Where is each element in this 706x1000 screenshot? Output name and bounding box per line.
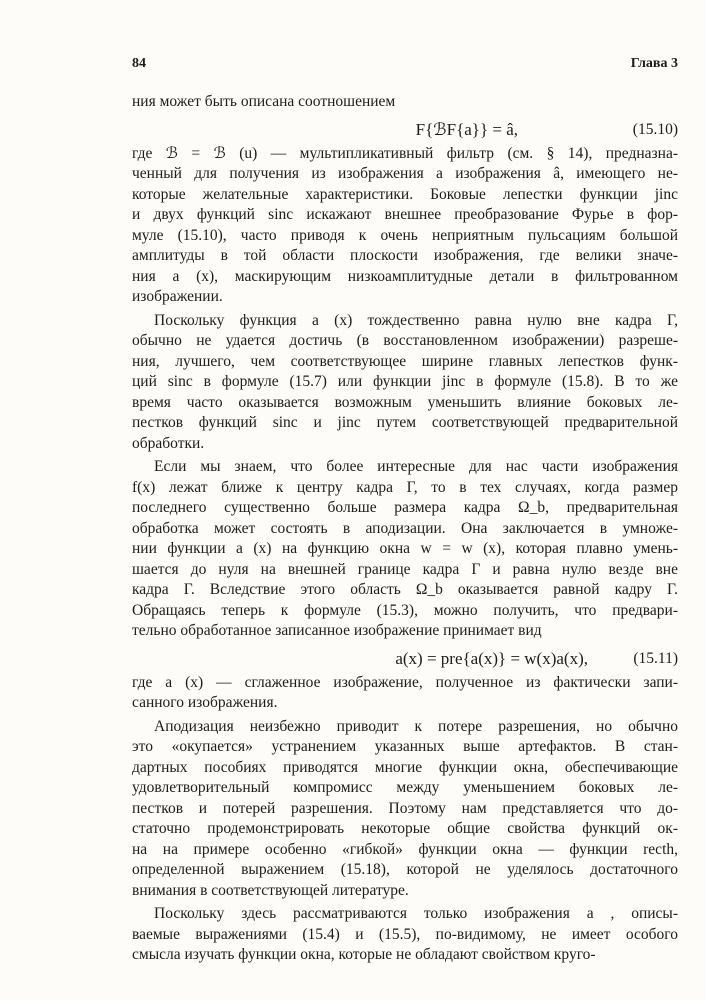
- text-line: Если мы знаем, что более интересные для нас части изображения: [154, 458, 678, 475]
- text-line: удовлетворительный компромисс между уменьшением боковых ле-: [132, 779, 678, 796]
- text-line: это «окупается» устранением указанных выше артефактов. В стан-: [132, 738, 678, 755]
- page-number: 84: [132, 56, 146, 71]
- text-line: нии функции a (x) на функцию окна w = w (x), которая плавно умень-: [132, 540, 678, 557]
- text-line: пестков и потерей разрешения. Поэтому нам представляется что до-: [132, 799, 678, 817]
- equation-number: (15.11): [633, 649, 678, 667]
- body-text: [132, 92, 678, 969]
- text-line: внимания в соответствующей литературе.: [132, 881, 409, 899]
- text-line: обработка может состоять в аподизации. Она заключается в умноже-: [132, 519, 678, 537]
- text-line: последнего существенно больше размера кадра Ω_b, предварительная: [132, 499, 678, 516]
- paragraph: [132, 904, 678, 966]
- paragraph: [132, 457, 678, 642]
- text-line: ченный для получения из изображения a изображения â, имеющего не-: [132, 165, 678, 182]
- text-line: Обращаясь теперь к формуле (15.3), можно получить, что предвари-: [132, 601, 678, 619]
- paragraph: [132, 144, 678, 308]
- text-line: шается до нуля на внешней границе кадра Γ и равна нулю везде вне: [132, 560, 678, 578]
- running-header: [132, 56, 678, 76]
- text-line: Аподизация неизбежно приводит к потере разрешения, но обычно: [154, 717, 678, 735]
- text-line: на на примере особенно «гибкой» функции окна — функции recth,: [132, 840, 678, 858]
- text-line: обработки.: [132, 434, 205, 452]
- text-line: которые желательные характеристики. Боковые лепестки функции jinc: [132, 185, 678, 203]
- text-line: где ℬ = ℬ (u) — мультипликативный фильтр (см. § 14), предназна-: [132, 144, 678, 162]
- paragraph: [132, 673, 678, 714]
- text-line: где a (x) — сглаженное изображение, полученное из фактически запи-: [132, 673, 678, 691]
- text-line: амплитуды в той области плоскости изображения, где велики значе-: [132, 247, 678, 264]
- text-line: Поскольку функция a (x) тождественно равна нулю вне кадра Γ,: [154, 311, 678, 329]
- text-line: статочно продемонстрировать некоторые общие свойства функций ок-: [132, 820, 678, 837]
- equation: a(x) = pre{a(x)} = w(x)a(x),: [395, 648, 588, 668]
- text-line: пестков функций sinc и jinc путем соответствующей предварительной: [132, 414, 678, 431]
- chapter-label: Глава 3: [630, 56, 678, 71]
- paragraph: [132, 717, 678, 902]
- text-line: определенной выражением (15.18), которой не уделялось достаточного: [132, 861, 678, 878]
- text-line: санного изображения.: [132, 694, 278, 711]
- paragraph: [132, 92, 678, 113]
- text-line: муле (15.10), часто приводя к очень неприятным пульсациям большой: [132, 226, 678, 244]
- text-line: Поскольку здесь рассматриваются только изображения a , описы-: [154, 905, 678, 922]
- equation-number: (15.10): [632, 120, 678, 138]
- text-line: ния a (x), маскирующим низкоамплитудные детали в фильтрованном: [132, 267, 678, 285]
- text-line: ния, лучшего, чем соответствующее ширине главных лепестков функ-: [132, 352, 678, 370]
- text-line: и двух функций sinc искажают внешнее преобразование Фурье в фор-: [132, 206, 678, 223]
- text-line: ций sinc в формуле (15.7) или функции jinc в формуле (15.8). В то же: [132, 373, 678, 390]
- text-line: смысла изучать функции окна, которые не обладают свойством круго-: [132, 946, 596, 963]
- text-line: f(x) лежат ближе к центру кадра Γ, то в тех случаях, когда размер: [132, 478, 678, 496]
- text-line: изображении.: [132, 288, 223, 305]
- paragraph: [132, 311, 678, 455]
- equation-row: [132, 645, 678, 673]
- text-line: обычно не удается достичь (в восстановленном изображении) разреше-: [132, 332, 678, 349]
- text-line: ваемые выражениями (15.4) и (15.5), по-видимому, не имеет особого: [132, 925, 678, 943]
- equation-row: [132, 116, 678, 144]
- text-line: тельно обработанное записанное изображение принимает вид: [132, 622, 542, 639]
- equation: F{ℬF{a}} = â,: [415, 119, 518, 139]
- text-line: время часто оказывается возможным уменьшить влияние боковых ле-: [132, 393, 678, 411]
- text-line: дартных пособиях приводятся многие функции окна, обеспечивающие: [132, 758, 678, 776]
- text-line: кадра Γ. Вследствие этого область Ω_b оказывается равной кадру Γ.: [132, 581, 678, 598]
- text-line: ния может быть описана соотношением: [132, 93, 396, 110]
